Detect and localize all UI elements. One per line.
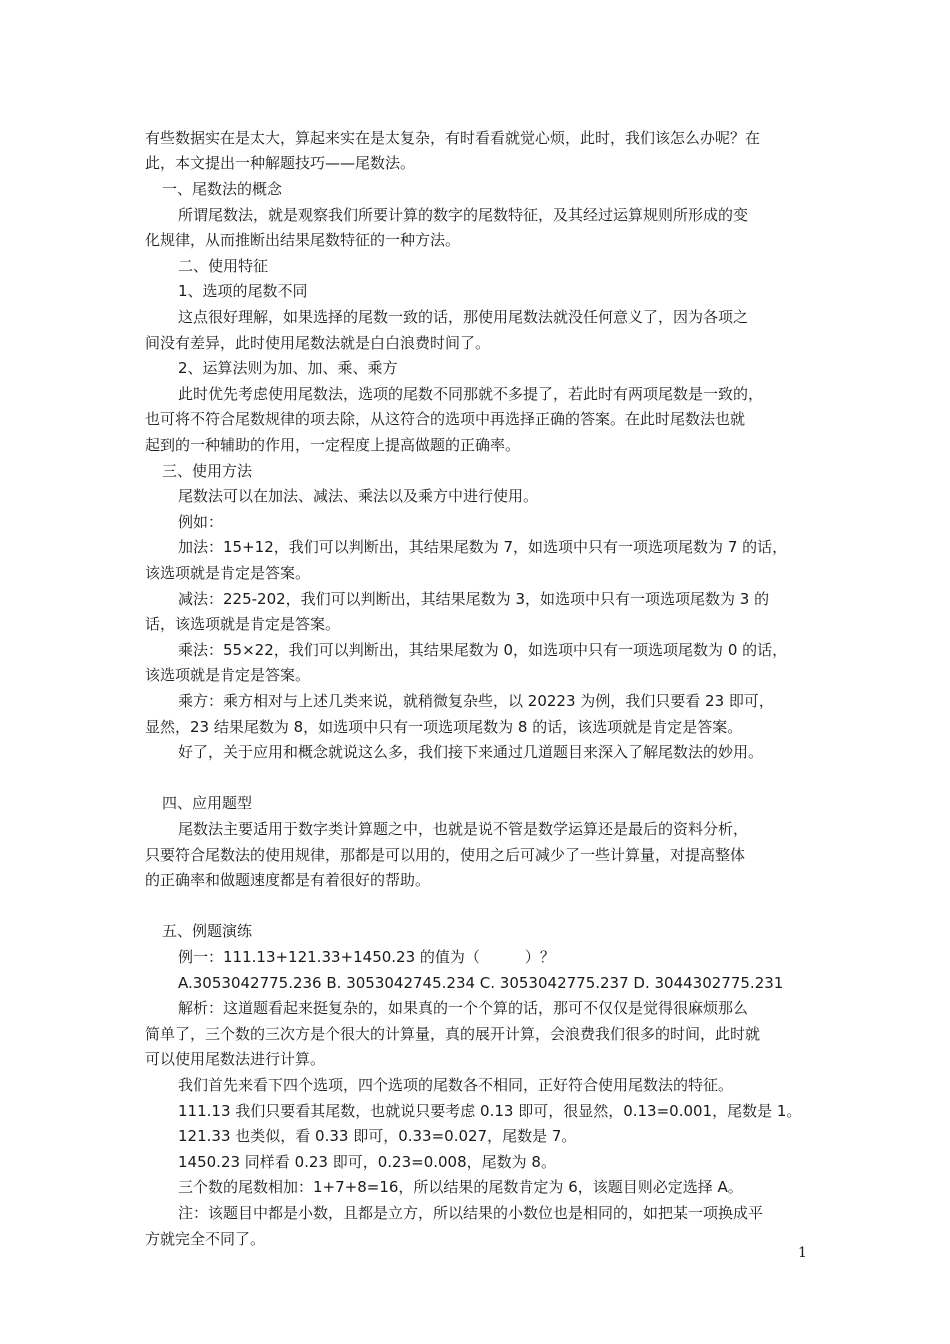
section-heading: 四、应用题型 — [162, 794, 253, 812]
paragraph-line: 间没有差异，此时使用尾数法就是白白浪费时间了。 — [145, 334, 491, 352]
paragraph-line: 例如： — [178, 513, 224, 531]
paragraph-line: 例一：111.13+121.33+1450.23 的值为（ ）？ — [178, 948, 555, 966]
paragraph-line: 所谓尾数法，就是观察我们所要计算的数字的尾数特征，及其经过运算规则所形成的变 — [178, 206, 749, 224]
paragraph-line: 此时优先考虑使用尾数法，选项的尾数不同那就不多提了，若此时有两项尾数是一致的， — [178, 385, 764, 403]
paragraph-line: 只要符合尾数法的使用规律，那都是可以用的，使用之后可减少了一些计算量，对提高整体 — [145, 846, 746, 864]
paragraph-line: 此，本文提出一种解题技巧——尾数法。 — [145, 154, 416, 172]
paragraph-line: 可以使用尾数法进行计算。 — [145, 1050, 326, 1068]
paragraph-line: 显然，23 结果尾数为 8，如选项中只有一项选项尾数为 8 的话，该选项就是肯定是答案。 — [145, 718, 743, 736]
paragraph-line: 尾数法主要适用于数字类计算题之中，也就是说不管是数学运算还是最后的资料分析， — [178, 820, 749, 838]
paragraph-line: 注：该题目中都是小数，且都是立方，所以结果的小数位也是相同的，如把某一项换成平 — [178, 1204, 764, 1222]
paragraph-line: 解析：这道题看起来挺复杂的，如果真的一个个算的话，那可不仅仅是觉得很麻烦那么 — [178, 999, 749, 1017]
page-number: 1 — [798, 1245, 807, 1261]
paragraph-line: 乘方：乘方相对与上述几类来说，就稍微复杂些，以 20223 为例，我们只要看 23 即可， — [178, 692, 774, 710]
section-heading: 五、例题演练 — [162, 922, 253, 940]
section-heading: 一、尾数法的概念 — [162, 180, 283, 198]
paragraph-line: 我们首先来看下四个选项，四个选项的尾数各不相同，正好符合使用尾数法的特征。 — [178, 1076, 734, 1094]
paragraph-line: 话，该选项就是肯定是答案。 — [145, 615, 341, 633]
paragraph-line: 方就完全不同了。 — [145, 1230, 266, 1248]
paragraph-line: 这点很好理解，如果选择的尾数一致的话，那使用尾数法就没任何意义了，因为各项之 — [178, 308, 749, 326]
paragraph-line: 有些数据实在是太大，算起来实在是太复杂，有时看看就觉心烦，此时，我们该怎么办呢？在 — [145, 129, 761, 147]
paragraph-line: 加法：15+12，我们可以判断出，其结果尾数为 7，如选项中只有一项选项尾数为 7 的话， — [178, 538, 788, 556]
paragraph-line: 该选项就是肯定是答案。 — [145, 666, 311, 684]
paragraph-line: 的正确率和做题速度都是有着很好的帮助。 — [145, 871, 431, 889]
paragraph-line: 111.13 我们只要看其尾数，也就说只要考虑 0.13 即可，很显然，0.13=0.001，尾数是 1。 — [178, 1102, 802, 1120]
paragraph-line: 简单了，三个数的三次方是个很大的计算量，真的展开计算，会浪费我们很多的时间，此时就 — [145, 1025, 761, 1043]
paragraph-line: 三个数的尾数相加：1+7+8=16，所以结果的尾数肯定为 6，该题目则必定选择 A。 — [178, 1178, 743, 1196]
answer-options: A.3053042775.236 B. 3053042745.234 C. 3053042775.237 D. 3044302775.231 — [178, 974, 784, 992]
paragraph-line: 也可将不符合尾数规律的项去除，从这符合的选项中再选择正确的答案。在此时尾数法也就 — [145, 410, 746, 428]
paragraph-line: 起到的一种辅助的作用，一定程度上提高做题的正确率。 — [145, 436, 521, 454]
paragraph-line: 121.33 也类似，看 0.33 即可，0.33=0.027，尾数是 7。 — [178, 1127, 577, 1145]
subsection-heading: 2、运算法则为加、加、乘、乘方 — [178, 359, 398, 377]
paragraph-line: 1450.23 同样看 0.23 即可，0.23=0.008，尾数为 8。 — [178, 1153, 556, 1171]
section-heading: 三、使用方法 — [162, 462, 253, 480]
paragraph-line: 化规律，从而推断出结果尾数特征的一种方法。 — [145, 231, 461, 249]
paragraph-line: 该选项就是肯定是答案。 — [145, 564, 311, 582]
paragraph-line: 乘法：55×22，我们可以判断出，其结果尾数为 0，如选项中只有一项选项尾数为 0 的话， — [178, 641, 788, 659]
paragraph-line: 减法：225-202，我们可以判断出，其结果尾数为 3，如选项中只有一项选项尾数为 3 的 — [178, 590, 770, 608]
paragraph-line: 好了，关于应用和概念就说这么多，我们接下来通过几道题目来深入了解尾数法的妙用。 — [178, 743, 764, 761]
section-heading: 二、使用特征 — [178, 257, 269, 275]
paragraph-line: 尾数法可以在加法、减法、乘法以及乘方中进行使用。 — [178, 487, 539, 505]
subsection-heading: 1、选项的尾数不同 — [178, 282, 308, 300]
